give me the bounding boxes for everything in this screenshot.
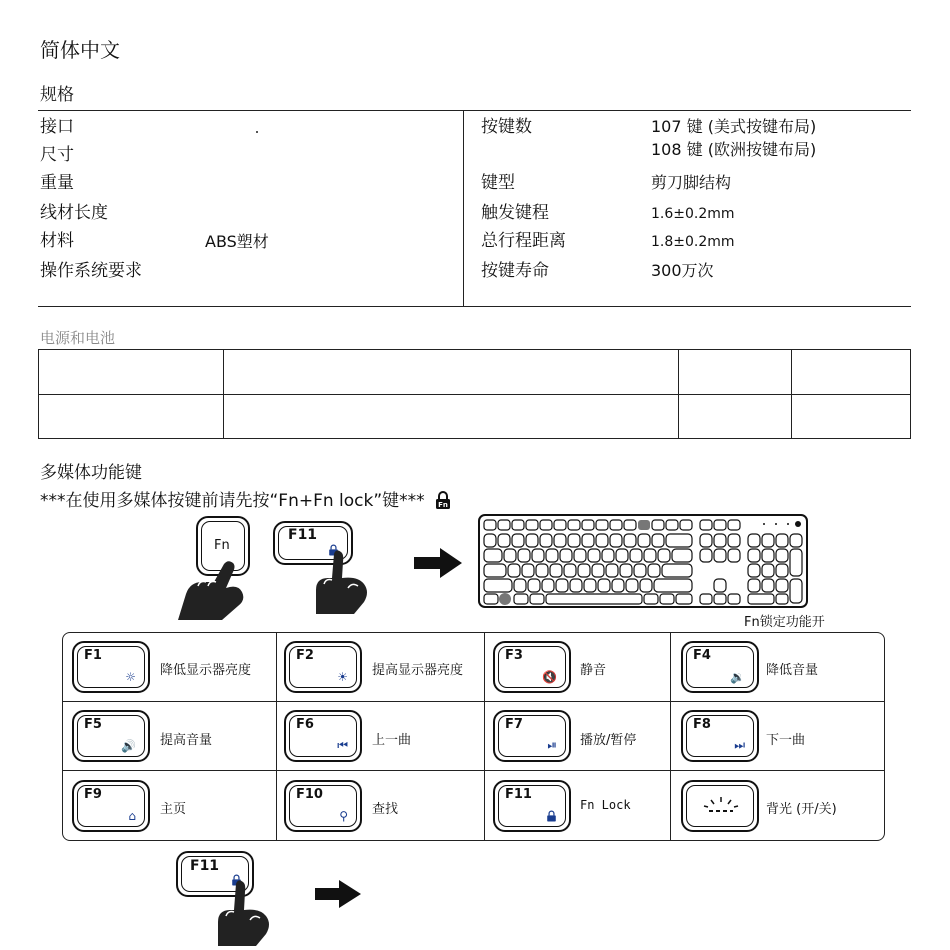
f2-key: F2 ☀ [284,641,362,693]
volume-down-icon: 🔉 [730,670,745,684]
power-table [38,349,911,439]
spec-label-key-type: 键型 [481,173,515,193]
play-pause-icon: ⏯ [547,738,557,752]
spec-label-key-life: 按键寿命 [481,261,549,281]
spec-label-total-travel: 总行程距离 [481,231,566,251]
f10-key: F10 ⚲ [284,780,362,832]
f9-description: 主页 [160,802,187,817]
fn-lock-note [40,486,452,511]
page-title: 简体中文 [40,38,120,62]
spec-label-cable-length: 线材长度 [40,203,108,223]
f7-description: 播放/暂停 [580,733,637,748]
brightness-up-icon: ☀ [337,670,348,684]
f11-key-label: F11 [288,527,318,543]
f11-function-key: F11 [493,780,571,832]
spec-heading: 规格 [40,85,74,105]
f5-key: F5 🔊 [72,710,150,762]
f4-key: F4 🔉 [681,641,759,693]
volume-up-icon: 🔊 [121,739,136,753]
f8-key: F8 ⏭ [681,710,759,762]
f3-description: 静音 [580,663,607,678]
f11-description: Fn Lock [580,798,631,812]
previous-track-icon: ⏮ [337,738,348,752]
fn-lock-on-caption: Fn锁定功能开 [744,615,825,630]
spec-value-key-count-eu: 108 键 (欧洲按键布局) [651,140,817,159]
bottom-f11-key-label: F11 [190,858,220,874]
f4-description: 降低音量 [766,663,819,678]
f2-description: 提高显示器亮度 [372,663,464,678]
backlight-key [681,780,759,832]
spec-value-key-life: 300万次 [651,261,714,280]
spec-value-material: ABS塑材 [205,232,269,251]
spec-value-key-count-us: 107 键 (美式按键布局) [651,117,817,136]
spec-label-key-count: 按键数 [481,117,532,137]
fn-lock-icon [434,491,452,509]
spec-bottom-rule [38,306,911,307]
arrow-right-icon [414,548,462,578]
f3-key: F3 🔇 [493,641,571,693]
spec-label-os: 操作系统要求 [40,261,142,281]
backlight-icon [701,794,741,818]
f1-description: 降低显示器亮度 [160,663,252,678]
svg-text:Fn: Fn [438,501,448,509]
f10-description: 查找 [372,802,399,817]
power-heading: 电源和电池 [40,329,116,347]
hand-press-icon [312,550,376,614]
f8-description: 下一曲 [766,733,806,748]
f6-key: F6 ⏮ [284,710,362,762]
spec-divider [463,110,464,306]
f7-key: F7 ⏯ [493,710,571,762]
multimedia-heading: 多媒体功能键 [40,463,142,483]
mute-icon: 🔇 [542,670,557,684]
f9-key: F9 ⌂ [72,780,150,832]
spec-dot [256,131,258,133]
brightness-down-icon: ☼ [125,670,136,684]
spec-label-material: 材料 [40,231,74,251]
home-icon: ⌂ [128,809,136,823]
spec-label-actuation: 触发键程 [481,203,549,223]
spec-value-actuation: 1.6±0.2mm [651,206,735,222]
spec-value-total-travel: 1.8±0.2mm [651,234,735,250]
spec-label-interface: 接口 [40,117,74,137]
f1-key: F1 ☼ [72,641,150,693]
f6-description: 上一曲 [372,733,412,748]
hand-press-icon [172,560,258,620]
fn-key-label: Fn [214,538,230,553]
next-track-icon: ⏭ [734,738,745,752]
spec-value-key-type: 剪刀脚结构 [651,173,732,192]
spec-label-weight: 重量 [40,173,74,193]
keyboard-illustration [478,514,808,608]
arrow-right-icon [315,880,361,908]
backlight-description: 背光 (开/关) [766,802,837,817]
f5-description: 提高音量 [160,733,213,748]
spec-top-rule [38,110,911,111]
fn-lock-note-text: ***在使用多媒体按键前请先按“Fn+Fn lock”键*** [40,491,425,511]
hand-press-icon [214,880,278,946]
search-icon: ⚲ [339,809,348,823]
spec-label-size: 尺寸 [40,145,74,165]
fn-lock-icon [546,810,557,822]
